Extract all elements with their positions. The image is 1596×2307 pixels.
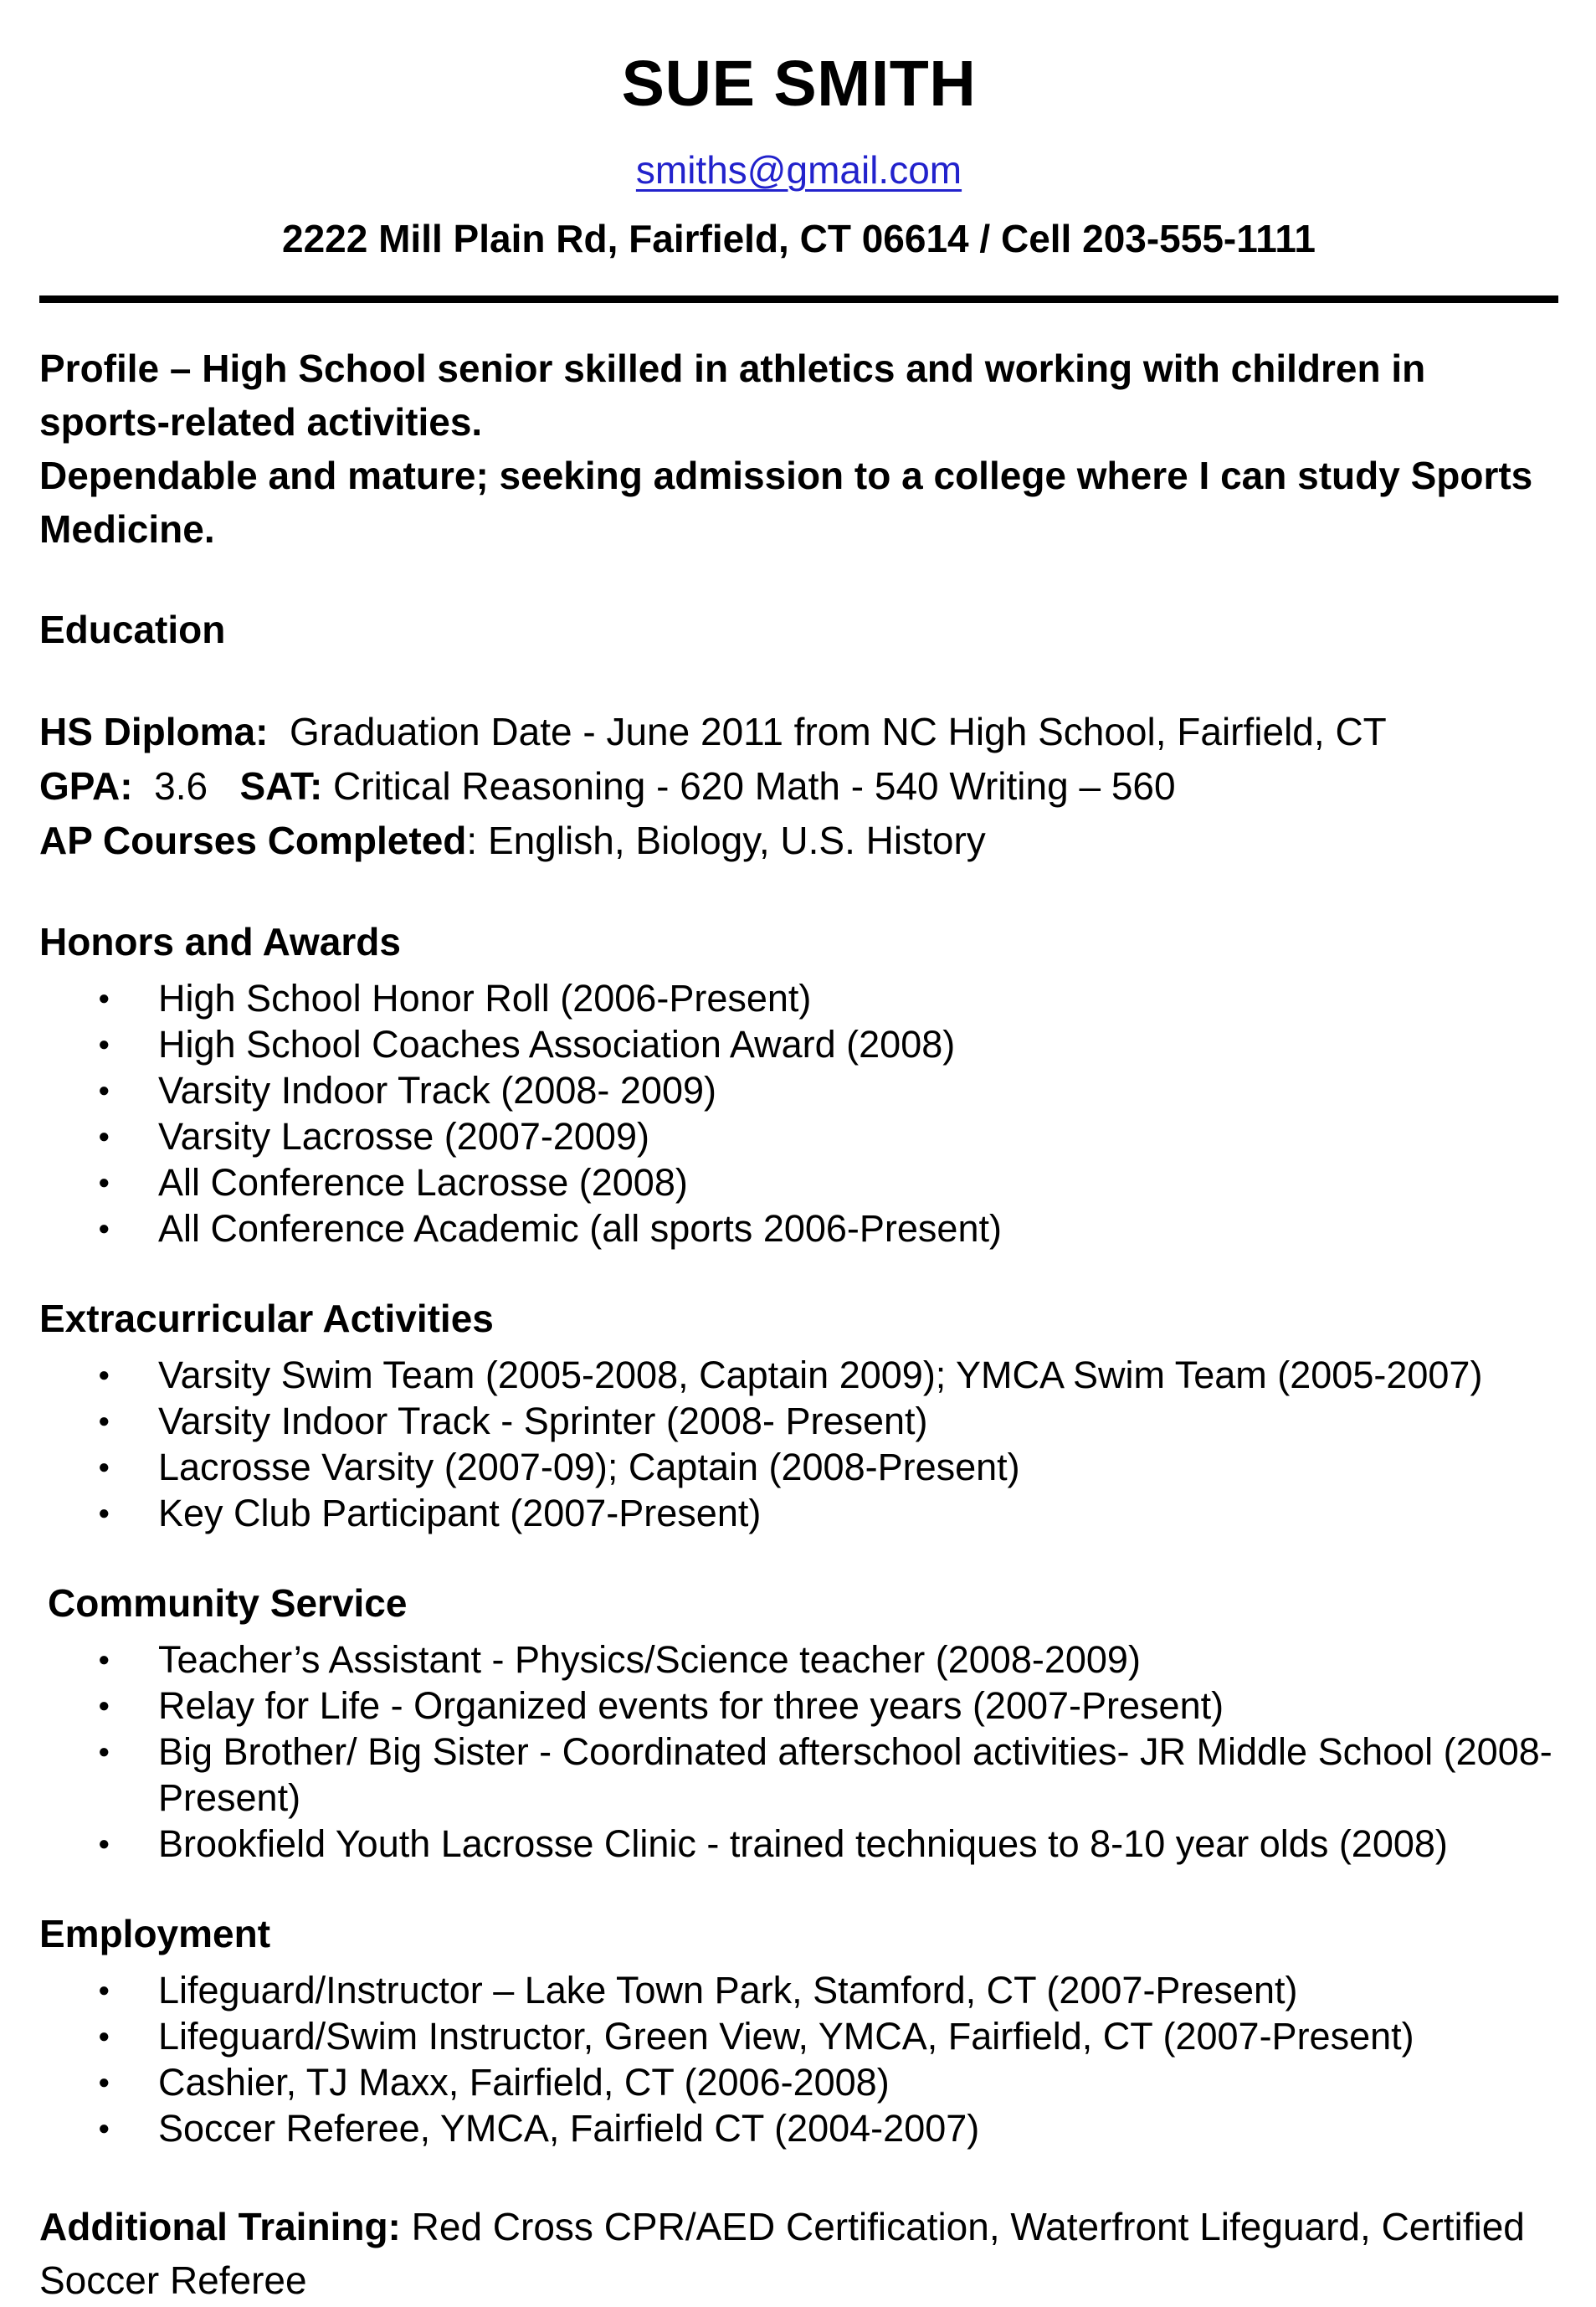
hs-diploma-value: Graduation Date - June 2011 from NC High School, Fairfield, CT <box>268 709 1387 753</box>
section-heading-education: Education <box>39 607 226 651</box>
list-item: ● Varsity Lacrosse (2007-2009) <box>98 1113 1558 1159</box>
list-item: ● Varsity Swim Team (2005-2008, Captain 2009); YMCA Swim Team (2005-2007) <box>98 1352 1558 1398</box>
list-item: ● Brookfield Youth Lacrosse Clinic - trained techniques to 8-10 year olds (2008) <box>98 1821 1558 1867</box>
hs-diploma-label: HS Diploma: <box>39 709 269 753</box>
email-row <box>39 146 1558 193</box>
list-item: ● Lacrosse Varsity (2007-09); Captain (2008-Present) <box>98 1444 1558 1490</box>
section-heading-community-service: Community Service <box>48 1580 408 1625</box>
list-item: ● High School Coaches Association Award (2008) <box>98 1021 1558 1067</box>
gpa-sat-row <box>39 759 1558 814</box>
list-item: ● Key Club Participant (2007-Present) <box>98 1490 1558 1536</box>
section-heading-employment: Employment <box>39 1911 271 1955</box>
sat-label: SAT: <box>239 763 323 808</box>
email-link[interactable]: smiths@gmail.com <box>635 147 962 192</box>
section-heading-honors: Honors and Awards <box>39 919 401 963</box>
hs-diploma-row <box>39 705 1558 759</box>
list-item: ● High School Honor Roll (2006-Present) <box>98 975 1558 1021</box>
list-item: ● Soccer Referee, YMCA, Fairfield CT (2004-2007) <box>98 2105 1558 2151</box>
page-title: SUE SMITH <box>621 48 977 120</box>
profile-paragraph <box>39 342 1558 556</box>
extracurricular-list <box>39 1352 1558 1536</box>
ap-courses-value: : English, Biology, U.S. History <box>466 818 986 862</box>
list-item: ● Big Brother/ Big Sister - Coordinated afterschool activities- JR Middle School (2008-Present) <box>98 1729 1558 1821</box>
resume-header <box>39 39 1558 262</box>
address-line: 2222 Mill Plain Rd, Fairfield, CT 06614 / Cell 203-555-1111 <box>282 216 1316 260</box>
section-heading-extracurricular: Extracurricular Activities <box>39 1296 494 1340</box>
additional-training-row <box>39 2200 1558 2307</box>
gpa-label: GPA: <box>39 763 133 808</box>
list-item: ● Teacher’s Assistant - Physics/Science teacher (2008-2009) <box>98 1636 1558 1683</box>
list-item: ● Lifeguard/Instructor – Lake Town Park, Stamford, CT (2007-Present) <box>98 1967 1558 2013</box>
horizontal-divider <box>39 295 1558 303</box>
profile-line-2: Dependable and mature; seeking admission to a college where I can study Sports Medicine. <box>39 453 1533 551</box>
list-item: ● Varsity Indoor Track - Sprinter (2008- Present) <box>98 1398 1558 1444</box>
list-item: ● Relay for Life - Organized events for three years (2007-Present) <box>98 1683 1558 1729</box>
honors-list <box>39 975 1558 1251</box>
profile-line-1: Profile – High School senior skilled in athletics and working with children in sports-related activities. <box>39 346 1426 444</box>
list-item: ● Varsity Indoor Track (2008- 2009) <box>98 1067 1558 1113</box>
list-item: ● All Conference Lacrosse (2008) <box>98 1159 1558 1205</box>
list-item: ● All Conference Academic (all sports 2006-Present) <box>98 1205 1558 1251</box>
education-details <box>39 705 1558 868</box>
employment-list <box>39 1967 1558 2151</box>
additional-training-value: Red Cross CPR/AED Certification, Waterfront Lifeguard, Certified Soccer Referee <box>39 2204 1536 2302</box>
list-item: ● Lifeguard/Swim Instructor, Green View, YMCA, Fairfield, CT (2007-Present) <box>98 2013 1558 2059</box>
additional-training-label: Additional Training: <box>39 2204 401 2248</box>
list-item: ● Cashier, TJ Maxx, Fairfield, CT (2006-2008) <box>98 2059 1558 2105</box>
community-service-list <box>39 1636 1558 1867</box>
gpa-value: 3.6 <box>132 763 240 808</box>
ap-courses-row <box>39 814 1558 868</box>
ap-courses-label: AP Courses Completed <box>39 818 467 862</box>
sat-value: Critical Reasoning - 620 Math - 540 Writing – 560 <box>322 763 1176 808</box>
